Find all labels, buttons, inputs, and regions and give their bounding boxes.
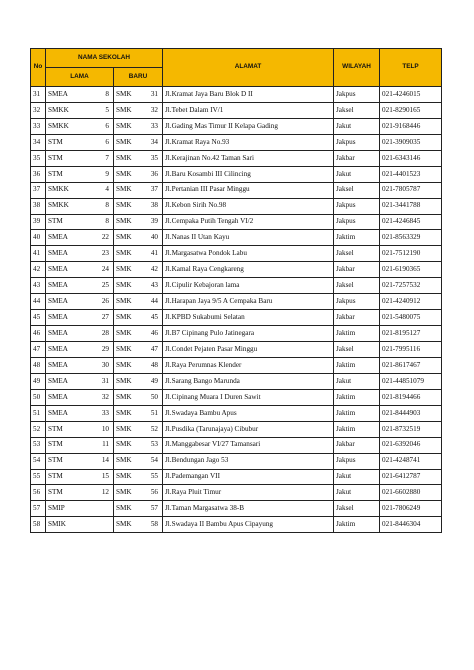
cell-no: 38 [31, 198, 46, 214]
table-row [31, 87, 442, 103]
cell-lama-type: STM [46, 453, 85, 469]
cell-alamat: Jl.Raya Pluit Timur [163, 485, 334, 501]
cell-telp: 021-9168446 [380, 118, 442, 134]
cell-telp: 021-4401523 [380, 166, 442, 182]
cell-baru-type: SMK [114, 214, 138, 230]
cell-telp: 021-7257532 [380, 278, 442, 294]
cell-lama-num: 8 [85, 214, 114, 230]
cell-baru-num: 36 [138, 166, 163, 182]
cell-wilayah: Jakpus [334, 294, 380, 310]
cell-lama-type: SMEA [46, 389, 85, 405]
cell-no: 36 [31, 166, 46, 182]
cell-alamat: Jl.Condet Pejaten Pasar Minggu [163, 342, 334, 358]
table-row [31, 262, 442, 278]
cell-baru-type: SMK [114, 262, 138, 278]
cell-no: 52 [31, 421, 46, 437]
cell-wilayah: Jakbar [334, 150, 380, 166]
cell-baru-num: 45 [138, 310, 163, 326]
cell-lama-num: 15 [85, 469, 114, 485]
cell-baru-type: SMK [114, 373, 138, 389]
cell-lama-type: STM [46, 469, 85, 485]
cell-wilayah: Jakpus [334, 87, 380, 103]
cell-lama-type: SMKK [46, 198, 85, 214]
cell-baru-type: SMK [114, 102, 138, 118]
cell-lama-type: STM [46, 166, 85, 182]
table-row [31, 182, 442, 198]
cell-wilayah: Jaktim [334, 405, 380, 421]
cell-lama-type: SMEA [46, 326, 85, 342]
cell-alamat: Jl.Cipinang Muara I Duren Sawit [163, 389, 334, 405]
table-row [31, 405, 442, 421]
cell-lama-type: SMEA [46, 230, 85, 246]
table-row [31, 310, 442, 326]
table-row [31, 150, 442, 166]
cell-lama-num: 30 [85, 357, 114, 373]
cell-telp: 021-8446304 [380, 517, 442, 533]
table-row [31, 485, 442, 501]
cell-baru-num: 33 [138, 118, 163, 134]
cell-wilayah: Jaktim [334, 517, 380, 533]
table-row [31, 214, 442, 230]
cell-lama-type: STM [46, 437, 85, 453]
cell-lama-type: SMKK [46, 102, 85, 118]
table-row [31, 198, 442, 214]
cell-lama-num: 8 [85, 198, 114, 214]
cell-baru-num: 52 [138, 421, 163, 437]
cell-baru-type: SMK [114, 310, 138, 326]
cell-lama-num: 14 [85, 453, 114, 469]
cell-baru-num: 55 [138, 469, 163, 485]
cell-baru-type: SMK [114, 485, 138, 501]
cell-lama-type: SMKK [46, 182, 85, 198]
school-table [30, 48, 442, 533]
cell-alamat: Jl.Cipulir Kebajoran lama [163, 278, 334, 294]
cell-telp: 021-4240912 [380, 294, 442, 310]
cell-no: 55 [31, 469, 46, 485]
cell-no: 33 [31, 118, 46, 134]
cell-lama-num: 6 [85, 118, 114, 134]
cell-baru-num: 38 [138, 198, 163, 214]
cell-baru-num: 47 [138, 342, 163, 358]
cell-lama-type: SMIP [46, 501, 85, 517]
cell-baru-type: SMK [114, 421, 138, 437]
cell-lama-type: SMEA [46, 278, 85, 294]
cell-baru-type: SMK [114, 182, 138, 198]
cell-lama-num [85, 501, 114, 517]
cell-wilayah: Jaktim [334, 421, 380, 437]
cell-alamat: Jl.Manggabesar VI/27 Tamansari [163, 437, 334, 453]
cell-telp: 021-4248741 [380, 453, 442, 469]
header-alamat: ALAMAT [163, 49, 334, 87]
cell-lama-num: 28 [85, 326, 114, 342]
table-body [31, 87, 442, 533]
cell-alamat: Jl.Kerajinan No.42 Taman Sari [163, 150, 334, 166]
cell-wilayah: Jaksel [334, 278, 380, 294]
table-row [31, 246, 442, 262]
cell-wilayah: Jakpus [334, 134, 380, 150]
cell-lama-type: SMKK [46, 118, 85, 134]
cell-baru-type: SMK [114, 453, 138, 469]
cell-wilayah: Jakpus [334, 214, 380, 230]
cell-baru-type: SMK [114, 230, 138, 246]
cell-lama-type: STM [46, 134, 85, 150]
cell-telp: 021-6343146 [380, 150, 442, 166]
cell-no: 43 [31, 278, 46, 294]
cell-telp: 021-6412787 [380, 469, 442, 485]
table-row [31, 501, 442, 517]
table-row [31, 342, 442, 358]
cell-baru-num: 34 [138, 134, 163, 150]
cell-baru-type: SMK [114, 326, 138, 342]
cell-baru-num: 46 [138, 326, 163, 342]
cell-wilayah: Jakpus [334, 198, 380, 214]
cell-telp: 021-44851079 [380, 373, 442, 389]
cell-baru-type: SMK [114, 357, 138, 373]
cell-baru-num: 53 [138, 437, 163, 453]
cell-no: 31 [31, 87, 46, 103]
cell-baru-num: 41 [138, 246, 163, 262]
cell-alamat: Jl.Margasatwa Pondok Labu [163, 246, 334, 262]
cell-no: 48 [31, 357, 46, 373]
cell-telp: 021-4246845 [380, 214, 442, 230]
cell-baru-type: SMK [114, 278, 138, 294]
table-row [31, 326, 442, 342]
cell-alamat: Jl.Swadaya Bambu Apus [163, 405, 334, 421]
cell-baru-type: SMK [114, 118, 138, 134]
cell-baru-type: SMK [114, 134, 138, 150]
cell-telp: 021-7805787 [380, 182, 442, 198]
cell-wilayah: Jaksel [334, 246, 380, 262]
cell-telp: 021-8617467 [380, 357, 442, 373]
table-row [31, 517, 442, 533]
cell-no: 56 [31, 485, 46, 501]
cell-alamat: Jl.Taman Margasatwa 38-B [163, 501, 334, 517]
cell-no: 57 [31, 501, 46, 517]
cell-baru-type: SMK [114, 501, 138, 517]
table-row [31, 118, 442, 134]
cell-baru-num: 42 [138, 262, 163, 278]
cell-baru-type: SMK [114, 294, 138, 310]
cell-lama-num: 26 [85, 294, 114, 310]
cell-lama-num: 25 [85, 278, 114, 294]
table-row [31, 373, 442, 389]
cell-alamat: Jl.Raya Perumnas Klender [163, 357, 334, 373]
header-no: No [31, 49, 46, 87]
cell-no: 49 [31, 373, 46, 389]
cell-lama-num: 12 [85, 485, 114, 501]
cell-telp: 021-7995116 [380, 342, 442, 358]
cell-wilayah: Jakpus [334, 453, 380, 469]
cell-lama-type: STM [46, 421, 85, 437]
cell-lama-type: SMEA [46, 357, 85, 373]
cell-lama-num: 33 [85, 405, 114, 421]
table-row [31, 389, 442, 405]
cell-lama-num [85, 517, 114, 533]
cell-baru-type: SMK [114, 198, 138, 214]
cell-baru-num: 40 [138, 230, 163, 246]
cell-no: 40 [31, 230, 46, 246]
cell-lama-type: SMEA [46, 405, 85, 421]
cell-wilayah: Jaktim [334, 389, 380, 405]
cell-baru-num: 31 [138, 87, 163, 103]
cell-alamat: Jl.Cempaka Putih Tengah VI/2 [163, 214, 334, 230]
cell-lama-type: SMIK [46, 517, 85, 533]
cell-alamat: Jl.Pademangan VII [163, 469, 334, 485]
cell-lama-type: STM [46, 150, 85, 166]
cell-lama-num: 11 [85, 437, 114, 453]
cell-lama-num: 5 [85, 102, 114, 118]
cell-lama-num: 6 [85, 134, 114, 150]
cell-no: 46 [31, 326, 46, 342]
cell-lama-type: SMEA [46, 246, 85, 262]
cell-no: 58 [31, 517, 46, 533]
cell-lama-num: 27 [85, 310, 114, 326]
cell-telp: 021-8290165 [380, 102, 442, 118]
cell-alamat: Jl.Kramat Raya No.93 [163, 134, 334, 150]
cell-wilayah: Jaktim [334, 357, 380, 373]
header-nama-sekolah: NAMA SEKOLAH [46, 49, 163, 68]
cell-baru-type: SMK [114, 342, 138, 358]
table-row [31, 357, 442, 373]
cell-baru-num: 43 [138, 278, 163, 294]
cell-lama-type: SMEA [46, 342, 85, 358]
cell-lama-num: 31 [85, 373, 114, 389]
cell-baru-type: SMK [114, 437, 138, 453]
cell-lama-type: STM [46, 485, 85, 501]
table-row [31, 453, 442, 469]
cell-lama-type: SMEA [46, 373, 85, 389]
cell-baru-type: SMK [114, 389, 138, 405]
header-row-1 [31, 49, 442, 68]
cell-baru-type: SMK [114, 87, 138, 103]
table-row [31, 469, 442, 485]
cell-wilayah: Jaksel [334, 102, 380, 118]
cell-no: 35 [31, 150, 46, 166]
cell-baru-num: 44 [138, 294, 163, 310]
cell-alamat: Jl.Harapan Jaya 9/5 A Cempaka Baru [163, 294, 334, 310]
cell-baru-num: 57 [138, 501, 163, 517]
cell-baru-type: SMK [114, 405, 138, 421]
table-row [31, 166, 442, 182]
cell-no: 50 [31, 389, 46, 405]
table-row [31, 134, 442, 150]
cell-baru-num: 48 [138, 357, 163, 373]
cell-no: 47 [31, 342, 46, 358]
header-wilayah: WILAYAH [334, 49, 380, 87]
cell-wilayah: Jakut [334, 469, 380, 485]
cell-wilayah: Jakbar [334, 262, 380, 278]
cell-lama-num: 24 [85, 262, 114, 278]
header-lama: LAMA [46, 68, 114, 87]
cell-alamat: Jl.Sarang Bango Marunda [163, 373, 334, 389]
cell-wilayah: Jakbar [334, 437, 380, 453]
cell-lama-type: STM [46, 214, 85, 230]
cell-baru-num: 49 [138, 373, 163, 389]
cell-no: 34 [31, 134, 46, 150]
cell-alamat: Jl.Tebet Dalam IV/1 [163, 102, 334, 118]
cell-lama-num: 29 [85, 342, 114, 358]
cell-alamat: Jl.KPBD Sukabumi Selatan [163, 310, 334, 326]
cell-lama-type: SMEA [46, 262, 85, 278]
cell-telp: 021-6190365 [380, 262, 442, 278]
cell-alamat: Jl.Baru Kosambi III Cilincing [163, 166, 334, 182]
cell-baru-type: SMK [114, 166, 138, 182]
cell-baru-num: 54 [138, 453, 163, 469]
cell-baru-num: 32 [138, 102, 163, 118]
table-row [31, 230, 442, 246]
cell-lama-type: SMEA [46, 87, 85, 103]
cell-telp: 021-6602880 [380, 485, 442, 501]
cell-telp: 021-8563329 [380, 230, 442, 246]
cell-no: 53 [31, 437, 46, 453]
cell-wilayah: Jakut [334, 166, 380, 182]
cell-lama-num: 32 [85, 389, 114, 405]
cell-wilayah: Jakbar [334, 310, 380, 326]
cell-lama-num: 22 [85, 230, 114, 246]
cell-telp: 021-8194466 [380, 389, 442, 405]
cell-no: 44 [31, 294, 46, 310]
cell-telp: 021-6392046 [380, 437, 442, 453]
cell-no: 45 [31, 310, 46, 326]
cell-baru-num: 35 [138, 150, 163, 166]
cell-alamat: Jl.Kamal Raya Cengkareng [163, 262, 334, 278]
cell-alamat: Jl.Pusdika (Tarunajaya) Cibubur [163, 421, 334, 437]
cell-lama-type: SMEA [46, 294, 85, 310]
cell-wilayah: Jaktim [334, 326, 380, 342]
cell-no: 41 [31, 246, 46, 262]
cell-lama-type: SMEA [46, 310, 85, 326]
cell-alamat: Jl.Kebon Sirih No.98 [163, 198, 334, 214]
cell-wilayah: Jaktim [334, 230, 380, 246]
cell-lama-num: 8 [85, 87, 114, 103]
cell-no: 51 [31, 405, 46, 421]
cell-telp: 021-5480075 [380, 310, 442, 326]
table-row [31, 102, 442, 118]
cell-lama-num: 23 [85, 246, 114, 262]
cell-baru-num: 56 [138, 485, 163, 501]
cell-wilayah: Jakut [334, 373, 380, 389]
cell-wilayah: Jaksel [334, 342, 380, 358]
cell-wilayah: Jaksel [334, 501, 380, 517]
cell-baru-num: 39 [138, 214, 163, 230]
table-row [31, 278, 442, 294]
cell-telp: 021-7512190 [380, 246, 442, 262]
cell-lama-num: 7 [85, 150, 114, 166]
cell-alamat: Jl.Bendungan Jago 53 [163, 453, 334, 469]
cell-alamat: Jl.Swadaya II Bambu Apus Cipayung [163, 517, 334, 533]
cell-alamat: Jl.B7 Cipinang Pulo Jatinegara [163, 326, 334, 342]
cell-no: 54 [31, 453, 46, 469]
cell-baru-type: SMK [114, 246, 138, 262]
header-baru: BARU [114, 68, 163, 87]
cell-baru-type: SMK [114, 517, 138, 533]
cell-wilayah: Jakut [334, 118, 380, 134]
cell-baru-type: SMK [114, 469, 138, 485]
cell-telp: 021-8444903 [380, 405, 442, 421]
cell-lama-num: 4 [85, 182, 114, 198]
cell-alamat: Jl.Gading Mas Timur II Kelapa Gading [163, 118, 334, 134]
cell-no: 42 [31, 262, 46, 278]
table-row [31, 437, 442, 453]
cell-telp: 021-3909035 [380, 134, 442, 150]
cell-baru-type: SMK [114, 150, 138, 166]
cell-telp: 021-8732519 [380, 421, 442, 437]
cell-wilayah: Jakut [334, 485, 380, 501]
header-telp: TELP [380, 49, 442, 87]
cell-wilayah: Jaksel [334, 182, 380, 198]
cell-telp: 021-8195127 [380, 326, 442, 342]
cell-telp: 021-4246015 [380, 87, 442, 103]
cell-baru-num: 58 [138, 517, 163, 533]
cell-telp: 021-3441788 [380, 198, 442, 214]
cell-baru-num: 37 [138, 182, 163, 198]
cell-baru-num: 50 [138, 389, 163, 405]
cell-lama-num: 10 [85, 421, 114, 437]
table-row [31, 421, 442, 437]
cell-no: 32 [31, 102, 46, 118]
cell-no: 37 [31, 182, 46, 198]
cell-alamat: Jl.Nanas II Utan Kayu [163, 230, 334, 246]
cell-telp: 021-7806249 [380, 501, 442, 517]
cell-alamat: Jl.Kramat Jaya Baru Blok D II [163, 87, 334, 103]
cell-alamat: Jl.Pertanian III Pasar Minggu [163, 182, 334, 198]
cell-lama-num: 9 [85, 166, 114, 182]
table-row [31, 294, 442, 310]
cell-baru-num: 51 [138, 405, 163, 421]
cell-no: 39 [31, 214, 46, 230]
